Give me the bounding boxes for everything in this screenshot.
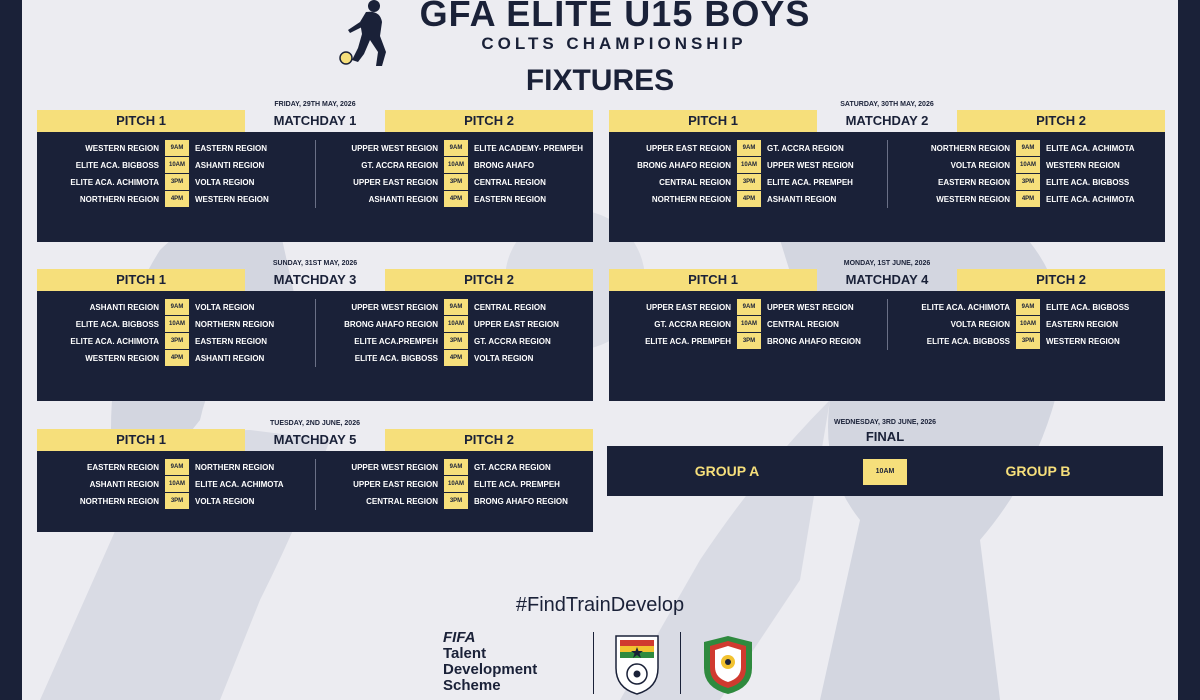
home-team: ELITE ACA.PREMPEH	[354, 337, 438, 346]
away-team: ASHANTI REGION	[195, 161, 265, 170]
away-team: WESTERN REGION	[1046, 337, 1120, 346]
fixture-row	[316, 140, 594, 157]
fixture-row	[37, 333, 315, 350]
kickoff-time: 3PM	[737, 174, 761, 190]
kickoff-time: 9AM	[737, 299, 761, 315]
home-team: UPPER EAST REGION	[646, 303, 731, 312]
away-team: ASHANTI REGION	[195, 354, 265, 363]
fifa-tds-logo	[443, 630, 583, 694]
home-team: UPPER WEST REGION	[351, 303, 438, 312]
home-team: ELITE ACA. ACHIMOTA	[921, 303, 1010, 312]
away-team: GT. ACCRA REGION	[474, 463, 551, 472]
matchday-3-block	[37, 259, 593, 401]
kickoff-time: 9AM	[1016, 299, 1040, 315]
kickoff-time: 10AM	[165, 316, 189, 332]
away-team: EASTERN REGION	[474, 195, 547, 204]
away-team: BRONG AHAFO REGION	[474, 497, 568, 506]
fixture-row	[888, 316, 1166, 333]
home-team: CENTRAL REGION	[659, 178, 731, 187]
fixture-row	[609, 157, 887, 174]
fixture-row	[888, 174, 1166, 191]
logo-divider	[680, 632, 681, 694]
home-team: WESTERN REGION	[936, 195, 1010, 204]
kickoff-time: 10AM	[165, 476, 189, 492]
kickoff-time: 10AM	[737, 316, 761, 332]
home-team: NORTHERN REGION	[651, 195, 731, 204]
away-team: GT. ACCRA REGION	[474, 337, 551, 346]
pitch-1-fixtures	[609, 299, 887, 350]
fixtures-panel	[37, 291, 593, 401]
fixture-row	[37, 299, 315, 316]
home-team: UPPER EAST REGION	[353, 178, 438, 187]
kickoff-time: 9AM	[737, 140, 761, 156]
matchday-1-block	[37, 100, 593, 242]
kickoff-time: 4PM	[165, 350, 189, 366]
fixture-row	[37, 140, 315, 157]
kickoff-time: 10AM	[737, 157, 761, 173]
home-team: NORTHERN REGION	[930, 144, 1010, 153]
home-team: GT. ACCRA REGION	[654, 320, 731, 329]
pitch-1-fixtures	[609, 140, 887, 208]
pitch-1-label: PITCH 1	[609, 269, 817, 291]
fixture-row	[609, 333, 887, 350]
fixtures-heading: FIXTURES	[525, 64, 675, 97]
matchday-title: MATCHDAY 3	[273, 272, 357, 287]
away-team: EASTERN REGION	[195, 337, 268, 346]
kickoff-time: 4PM	[165, 191, 189, 207]
kickoff-time: 9AM	[444, 299, 468, 315]
fixture-row	[609, 140, 887, 157]
away-team: VOLTA REGION	[474, 354, 534, 363]
fixture-row	[316, 476, 594, 493]
kickoff-time: 3PM	[165, 493, 189, 509]
home-team: VOLTA REGION	[950, 161, 1010, 170]
away-team: WESTERN REGION	[195, 195, 269, 204]
away-team: CENTRAL REGION	[767, 320, 839, 329]
away-team: ELITE ACADEMY- PREMPEH	[474, 144, 584, 153]
matchday-date: SATURDAY, 30TH MAY, 2026	[840, 101, 934, 108]
kickoff-time: 3PM	[165, 174, 189, 190]
kickoff-time: 4PM	[444, 191, 468, 207]
away-team: ELITE ACA. PREMPEH	[767, 178, 853, 187]
final-panel	[607, 446, 1163, 496]
away-team: BRONG AHAFO	[474, 161, 535, 170]
home-team: ELITE ACA. PREMPEH	[645, 337, 731, 346]
home-team: EASTERN REGION	[937, 178, 1010, 187]
fixture-row	[37, 459, 315, 476]
final-date: WEDNESDAY, 3RD JUNE, 2026	[833, 419, 937, 426]
kickoff-time: 10AM	[165, 157, 189, 173]
pitch-2-label: PITCH 2	[385, 269, 593, 291]
fixture-row	[888, 140, 1166, 157]
pitch-2-label: PITCH 2	[385, 429, 593, 451]
away-team: UPPER EAST REGION	[474, 320, 559, 329]
event-title: GFA ELITE U15 BOYS	[419, 0, 811, 34]
matchday-5-block	[37, 419, 593, 532]
fixture-row	[316, 157, 594, 174]
away-team: NORTHERN REGION	[195, 463, 275, 472]
away-team: ASHANTI REGION	[767, 195, 837, 204]
away-team: VOLTA REGION	[195, 303, 255, 312]
final-block	[607, 418, 1163, 496]
hashtag: #FindTrainDevelop	[515, 594, 685, 616]
kickoff-time: 10AM	[444, 476, 468, 492]
pitch-1-label: PITCH 1	[37, 110, 245, 132]
kickoff-time: 10AM	[444, 157, 468, 173]
home-team: NORTHERN REGION	[79, 497, 159, 506]
away-team: NORTHERN REGION	[195, 320, 275, 329]
matchday-title: MATCHDAY 2	[845, 113, 929, 128]
kickoff-time: 3PM	[444, 493, 468, 509]
away-team: ELITE ACA. ACHIMOTA	[1046, 195, 1135, 204]
home-team: UPPER WEST REGION	[351, 144, 438, 153]
fixture-row	[609, 174, 887, 191]
matchday-title: MATCHDAY 1	[273, 113, 357, 128]
fixture-row	[316, 493, 594, 510]
fixture-row	[37, 191, 315, 208]
away-team: VOLTA REGION	[195, 178, 255, 187]
final-kickoff-time: 10AM	[863, 459, 907, 485]
final-team-a: GROUP A	[694, 463, 760, 479]
kickoff-time: 4PM	[737, 191, 761, 207]
matchday-date: TUESDAY, 2ND JUNE, 2026	[269, 420, 360, 427]
kickoff-time: 4PM	[444, 350, 468, 366]
fixture-row	[37, 316, 315, 333]
fixture-row	[37, 174, 315, 191]
fixture-row	[37, 350, 315, 367]
away-team: ELITE ACA. ACHIMOTA	[195, 480, 284, 489]
away-team: ELITE ACA. PREMPEH	[474, 480, 560, 489]
home-team: ELITE ACA. ACHIMOTA	[70, 178, 159, 187]
logo-divider	[593, 632, 594, 694]
kickoff-time: 3PM	[444, 333, 468, 349]
away-team: BRONG AHAFO REGION	[767, 337, 861, 346]
kickoff-time: 3PM	[737, 333, 761, 349]
fixtures-panel	[609, 132, 1165, 242]
home-team: ASHANTI REGION	[368, 195, 438, 204]
pitch-1-fixtures	[37, 140, 315, 208]
home-team: WESTERN REGION	[85, 144, 159, 153]
home-team: ELITE ACA. BIGBOSS	[75, 320, 159, 329]
kickoff-time: 9AM	[165, 299, 189, 315]
matchday-title: MATCHDAY 5	[273, 432, 357, 447]
kickoff-time: 9AM	[444, 140, 468, 156]
matchday-date: MONDAY, 1ST JUNE, 2026	[843, 260, 931, 267]
fixture-row	[316, 299, 594, 316]
fixture-row	[316, 316, 594, 333]
fifa-logo-line: Scheme	[443, 677, 501, 694]
away-team: ELITE ACA. BIGBOSS	[1046, 303, 1130, 312]
player-silhouette-icon	[336, 0, 400, 68]
fixtures-panel	[37, 451, 593, 532]
pitch-2-label: PITCH 2	[957, 110, 1165, 132]
kickoff-time: 9AM	[165, 459, 189, 475]
pitch-1-fixtures	[37, 459, 315, 510]
pitch-2-fixtures	[315, 299, 594, 367]
home-team: ELITE ACA. ACHIMOTA	[70, 337, 159, 346]
home-team: UPPER EAST REGION	[646, 144, 731, 153]
kickoff-time: 10AM	[1016, 316, 1040, 332]
kickoff-time: 9AM	[165, 140, 189, 156]
fixture-row	[888, 333, 1166, 350]
fixture-row	[316, 333, 594, 350]
final-team-b: GROUP B	[1005, 463, 1071, 479]
fixture-row	[316, 191, 594, 208]
matchday-date: FRIDAY, 29TH MAY, 2026	[274, 101, 356, 108]
away-team: EASTERN REGION	[195, 144, 268, 153]
fixture-row	[609, 316, 887, 333]
away-team: UPPER WEST REGION	[767, 303, 854, 312]
fixtures-panel	[609, 291, 1165, 401]
home-team: BRONG AHAFO REGION	[637, 161, 731, 170]
home-team: ELITE ACA. BIGBOSS	[354, 354, 438, 363]
home-team: ASHANTI REGION	[89, 480, 159, 489]
event-subtitle: COLTS CHAMPIONSHIP	[481, 34, 747, 53]
matchday-title: MATCHDAY 4	[845, 272, 929, 287]
home-team: ASHANTI REGION	[89, 303, 159, 312]
away-team: GT. ACCRA REGION	[767, 144, 844, 153]
away-team: EASTERN REGION	[1046, 320, 1119, 329]
kickoff-time: 9AM	[1016, 140, 1040, 156]
fifa-logo-line: Development	[443, 661, 538, 678]
home-team: ELITE ACA. BIGBOSS	[75, 161, 159, 170]
home-team: CENTRAL REGION	[366, 497, 438, 506]
pitch-1-label: PITCH 1	[37, 269, 245, 291]
home-team: NORTHERN REGION	[79, 195, 159, 204]
pitch-2-fixtures	[315, 140, 594, 208]
fifa-wordmark: FIFA	[443, 629, 476, 646]
kickoff-time: 10AM	[1016, 157, 1040, 173]
pitch-1-label: PITCH 1	[37, 429, 245, 451]
gfa-crest-icon	[608, 632, 666, 696]
fixtures-panel	[37, 132, 593, 242]
fixture-row	[888, 191, 1166, 208]
home-team: UPPER WEST REGION	[351, 463, 438, 472]
fixture-row	[316, 459, 594, 476]
matchday-2-block	[609, 100, 1165, 242]
home-team: ELITE ACA. BIGBOSS	[926, 337, 1010, 346]
kickoff-time: 3PM	[1016, 333, 1040, 349]
away-team: VOLTA REGION	[195, 497, 255, 506]
kickoff-time: 4PM	[1016, 191, 1040, 207]
fixture-row	[609, 191, 887, 208]
away-team: ELITE ACA. BIGBOSS	[1046, 178, 1130, 187]
pitch-2-label: PITCH 2	[385, 110, 593, 132]
final-title: FINAL	[865, 429, 905, 444]
matchday-date: SUNDAY, 31ST MAY, 2026	[272, 260, 358, 267]
fixture-row	[609, 299, 887, 316]
fixture-row	[37, 493, 315, 510]
fixture-row	[888, 299, 1166, 316]
colts-championship-crest-icon	[698, 632, 758, 696]
home-team: BRONG AHAFO REGION	[344, 320, 438, 329]
home-team: WESTERN REGION	[85, 354, 159, 363]
home-team: EASTERN REGION	[86, 463, 159, 472]
matchday-4-block	[609, 259, 1165, 401]
kickoff-time: 9AM	[444, 459, 468, 475]
away-team: WESTERN REGION	[1046, 161, 1120, 170]
fixture-row	[316, 350, 594, 367]
pitch-1-label: PITCH 1	[609, 110, 817, 132]
away-team: CENTRAL REGION	[474, 178, 546, 187]
fixture-row	[888, 157, 1166, 174]
fifa-logo-line: Talent	[443, 645, 487, 662]
fixture-row	[37, 476, 315, 493]
kickoff-time: 3PM	[444, 174, 468, 190]
kickoff-time: 3PM	[165, 333, 189, 349]
away-team: ELITE ACA. ACHIMOTA	[1046, 144, 1135, 153]
fixture-row	[316, 174, 594, 191]
kickoff-time: 10AM	[444, 316, 468, 332]
home-team: VOLTA REGION	[950, 320, 1010, 329]
home-team: UPPER EAST REGION	[353, 480, 438, 489]
fixture-row	[37, 157, 315, 174]
away-team: CENTRAL REGION	[474, 303, 546, 312]
pitch-2-label: PITCH 2	[957, 269, 1165, 291]
kickoff-time: 3PM	[1016, 174, 1040, 190]
away-team: UPPER WEST REGION	[767, 161, 854, 170]
pitch-2-fixtures	[887, 140, 1166, 208]
pitch-2-fixtures	[315, 459, 594, 510]
pitch-1-fixtures	[37, 299, 315, 367]
home-team: GT. ACCRA REGION	[361, 161, 438, 170]
pitch-2-fixtures	[887, 299, 1166, 350]
